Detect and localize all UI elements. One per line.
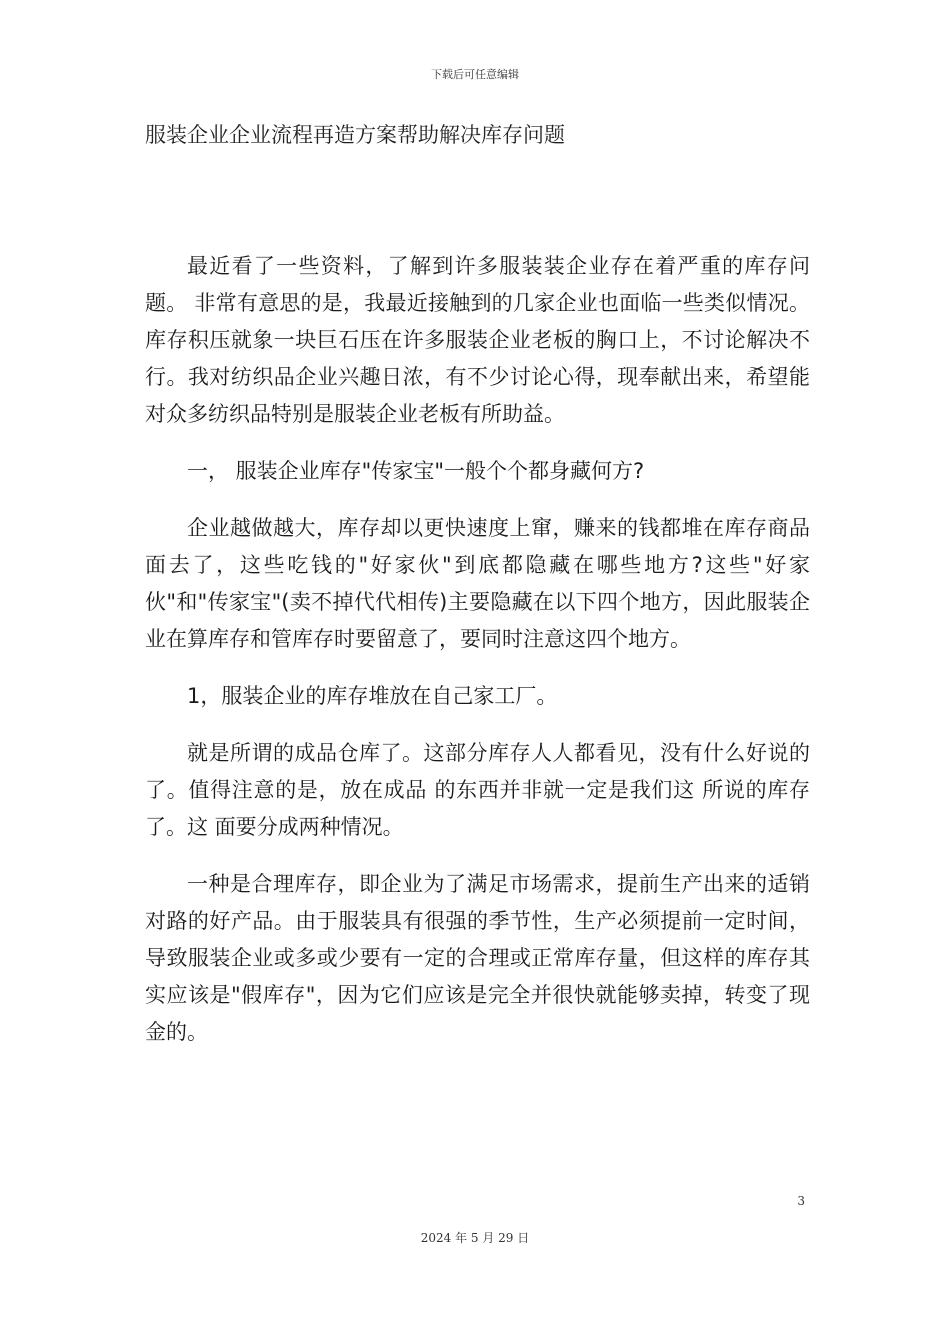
paragraph: 就是所谓的成品仓库了。这部分库存人人都看见，没有什么好说的了。值得注意的是，放在成品 的东西并非就一定是我们这 所说的库存了。这 面要分成两种情况。 [145,741,810,839]
document-body [145,248,810,1071]
subsection-heading-1: 1，服装企业的库存堆放在自己家工厂。 [187,684,558,708]
page-footer-date: 2024 年 5 月 29 日 [420,1231,530,1245]
page-number: 3 [797,1194,805,1208]
page-header: 下载后可任意编辑 [431,68,519,81]
paragraph-intro: 最近看了一些资料，了解到许多服装装企业存在着严重的库存问题。 非常有意思的是，我最近接触到的几家企业也面临一些类似情况。库存积压就象一块巨石压在许多服装企业老板的胸口上，不讨论解决不行。我对纺织品企业兴趣日浓，有不少讨论心得，现奉献出来，希望能对众多纺织品特别是服装企业老板有所助益。 [145,254,810,426]
paragraph: 企业越做越大，库存却以更快速度上窜，赚来的钱都堆在库存商品 面去了，这些吃钱的"好家伙"到底都隐藏在哪些地方?这些"好家伙"和"传家宝"(卖不掉代代相传)主要隐藏在以下四个地方，因此服装企业在算库存和管库存时要留意了，要同时注意这四个地方。 [145,516,810,651]
document-title: 服装企业企业流程再造方案帮助解决库存问题 [145,123,565,147]
paragraph: 一种是合理库存，即企业为了满足市场需求，提前生产出来的适销对路的好产品。由于服装具有很强的季节性，生产必须提前一定时间，导致服装企业或多或少要有一定的合理或正常库存量，但这样的库存其实应该是"假库存"，因为它们应该是完全并很快就能够卖掉，转变了现金的。 [145,872,810,1044]
section-heading-1: 一， 服装企业库存"传家宝"一般个个都身藏何方? [187,459,645,483]
